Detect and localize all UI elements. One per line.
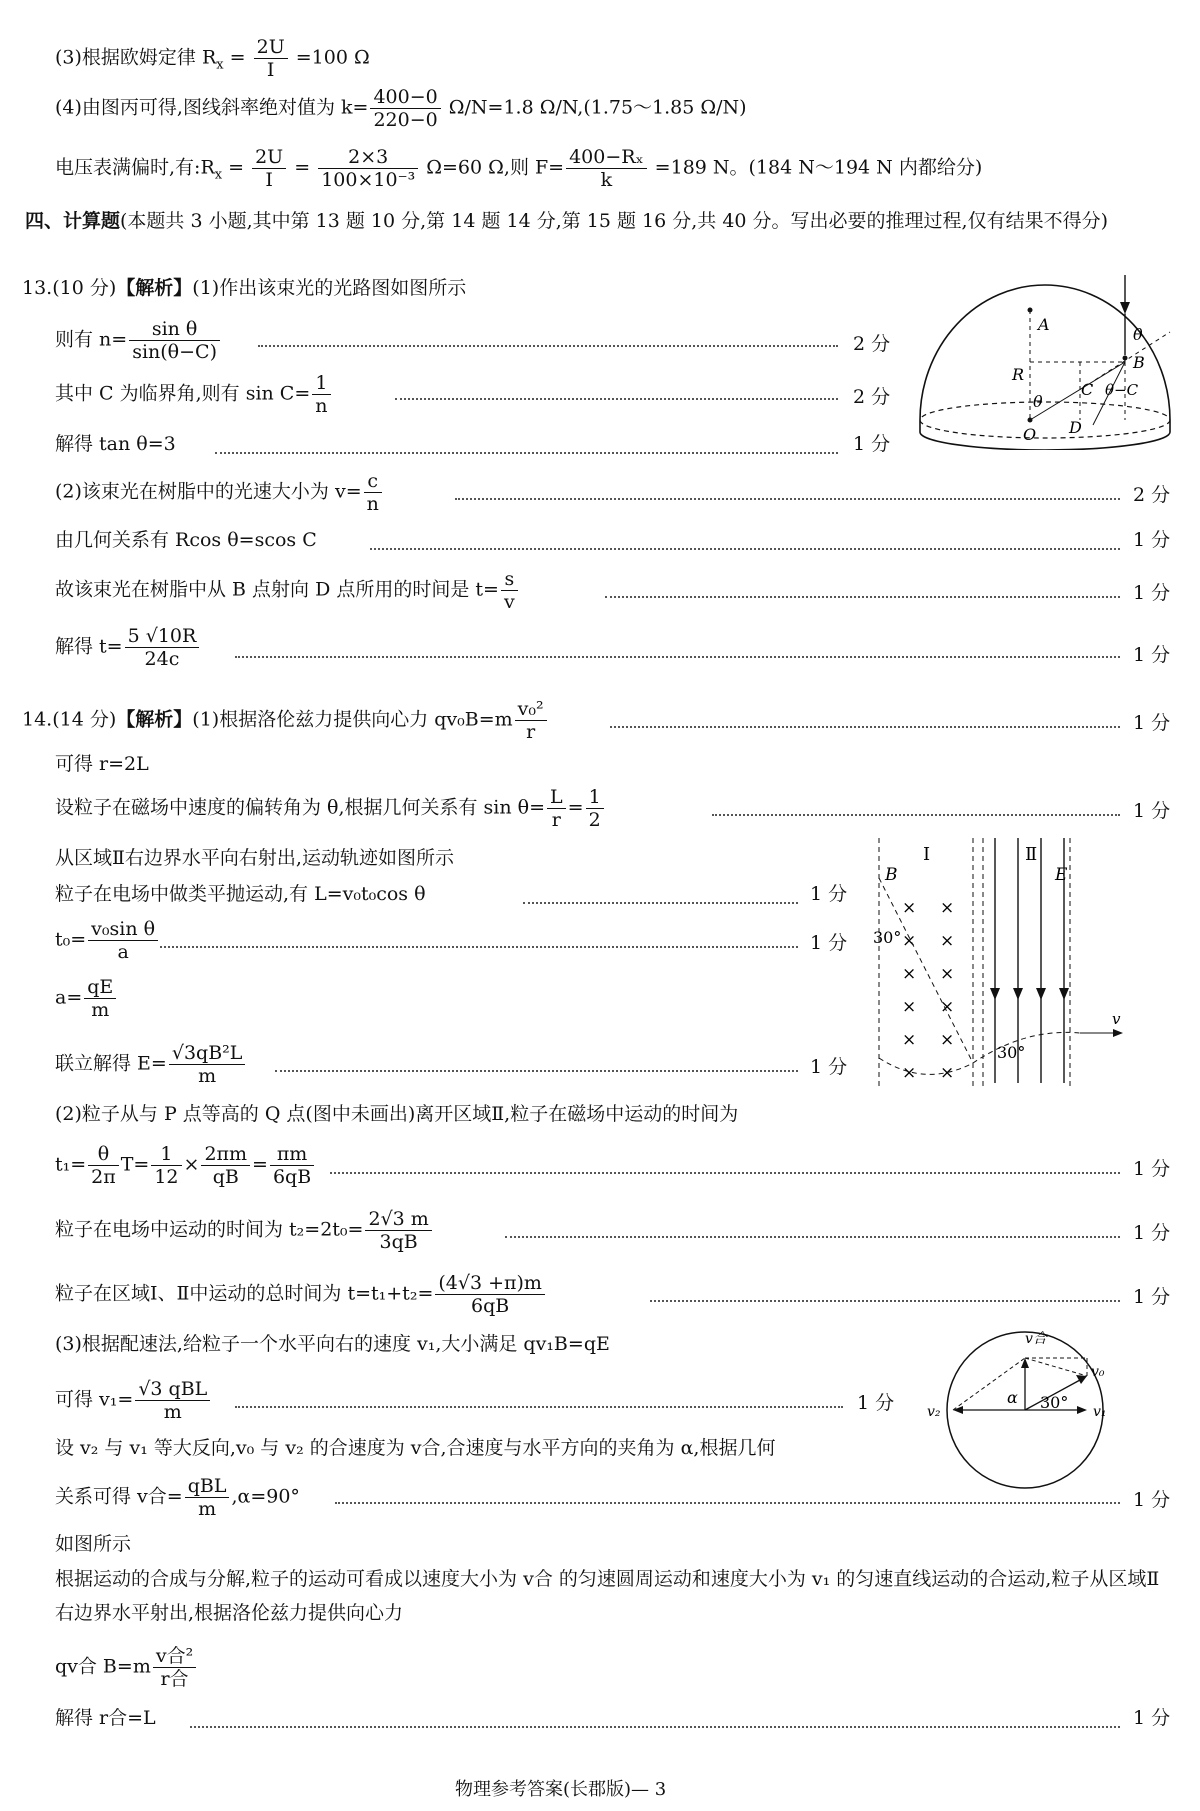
text: 电压表满偏时,有:R [55, 156, 215, 179]
region-ii-label: Ⅱ [1025, 844, 1038, 865]
step-line: 解得 r合=L [55, 1707, 156, 1729]
step-line: 由几何关系有 Rcos θ=scos C [55, 529, 317, 551]
answer-line [55, 86, 747, 131]
numerator: 1 [312, 372, 330, 395]
label-theta: θ [1033, 392, 1043, 411]
denominator: I [266, 59, 275, 81]
leader-dots [370, 548, 1120, 550]
leader-dots [523, 902, 798, 904]
fraction [185, 1475, 230, 1520]
fraction [586, 786, 604, 831]
score: 2 分 [853, 333, 891, 355]
cross-mark: × [940, 1063, 955, 1083]
fraction [153, 1645, 196, 1690]
v0-label: v₀ [1091, 1364, 1105, 1380]
numerator: θ [88, 1143, 119, 1166]
score: 1 分 [853, 433, 891, 455]
text: = [567, 796, 584, 819]
answer-line: 电压表满偏时,有$:R_x$ = $\frac{2U}{I}$ = $\frac{2\times 3}{\text{100×10⁻³}}$ Ω=60 Ω,则 F= $\frac{\text{400−Rₓ}}{k}$ =189 N。(184 N～194 N 内都给分) [55, 146, 983, 191]
leader-dots [190, 1726, 1120, 1728]
denominator: 12 [154, 1166, 179, 1188]
step-line [55, 786, 606, 831]
numerator: s [501, 568, 518, 591]
step-line: 可得 r=2L [55, 753, 149, 775]
score: 1 分 [1133, 1489, 1171, 1511]
text: 关系可得 v合= [55, 1485, 183, 1508]
step-line [55, 318, 222, 363]
fraction [566, 146, 647, 191]
fraction [370, 86, 440, 131]
score: 1 分 [810, 883, 848, 905]
numerator: v₀sin θ [88, 918, 158, 941]
fraction [501, 568, 518, 613]
text: 解得 t= [55, 635, 123, 658]
text: T= [120, 1153, 150, 1176]
denominator: m [198, 1065, 217, 1087]
step-line [55, 1475, 300, 1520]
leader-dots [335, 1502, 1120, 1504]
score: 1 分 [1133, 529, 1171, 551]
fraction [312, 372, 330, 417]
cross-mark: × [940, 931, 955, 951]
analysis-tag: 【解析】 [116, 277, 193, 299]
text: (3)根据欧姆定律 R [55, 46, 217, 69]
text: t₁= [55, 1153, 87, 1176]
score: 1 分 [1133, 1222, 1171, 1244]
score: 1 分 [810, 932, 848, 954]
label-b: B [1133, 353, 1145, 372]
fraction [365, 1208, 431, 1253]
cross-mark: × [902, 964, 917, 984]
text: 粒子在电场中运动的时间为 t₂=2t₀= [55, 1218, 364, 1241]
denominator: 2π [91, 1166, 116, 1188]
hemisphere-diagram [915, 270, 1185, 450]
leader-dots [605, 596, 1120, 598]
text: 则有 n= [55, 328, 128, 351]
score: 1 分 [810, 1056, 848, 1078]
question-number: 13.(10 分) [22, 277, 117, 299]
question-header [22, 276, 466, 300]
fraction [435, 1272, 545, 1317]
numerator: L [547, 786, 566, 809]
step-line [55, 372, 333, 417]
cross-mark: × [940, 997, 955, 1017]
step-line [55, 1272, 547, 1317]
cross-mark: × [902, 898, 917, 918]
leader-dots [235, 656, 1120, 658]
field-region-diagram [865, 838, 1135, 1098]
numerator: 400−0 [370, 86, 440, 109]
text: =189 N。(184 N～194 N 内都给分) [648, 156, 983, 179]
text: (1)根据洛伦兹力提供向心力 qv₀B=m [192, 708, 513, 731]
fraction [252, 146, 286, 191]
text: 粒子在区域Ⅰ、Ⅱ中运动的总时间为 t=t₁+t₂= [55, 1282, 434, 1305]
label-d: D [1069, 418, 1082, 437]
velocity-label: v [1112, 1010, 1121, 1028]
magnetic-field-crosses [902, 898, 954, 1083]
denominator: qB [212, 1166, 239, 1188]
step-line: (3)根据配速法,给粒子一个水平向右的速度 v₁,大小满足 qv₁B=qE [55, 1333, 610, 1355]
denominator: 220−0 [373, 109, 438, 131]
leader-dots [160, 946, 798, 948]
v2-label: v₂ [927, 1404, 941, 1420]
step-line: 从区域Ⅱ右边界水平向右射出,运动轨迹如图所示 [55, 847, 454, 869]
score: 1 分 [1133, 1707, 1171, 1729]
text: 故该束光在树脂中从 B 点射向 D 点所用的时间是 t= [55, 578, 499, 601]
step-line [55, 1042, 247, 1087]
score: 2 分 [853, 386, 891, 408]
denominator: r [551, 809, 561, 831]
step-line [55, 1378, 212, 1423]
step-paragraph: 根据运动的合成与分解,粒子的运动可看成以速度大小为 v合 的匀速圆周运动和速度大小为 v₁ 的匀速直线运动的合运动,粒子从区域Ⅱ右边界水平射出,根据洛伦兹力提供向心力 [55, 1568, 1160, 1624]
fraction [515, 698, 547, 743]
label-a: A [1038, 315, 1050, 334]
label-c: C [1081, 380, 1094, 399]
leader-dots [215, 452, 838, 454]
leader-dots [455, 498, 1120, 500]
cross-mark: × [940, 964, 955, 984]
fraction [547, 786, 566, 831]
denominator: m [198, 1498, 217, 1520]
denominator: sin(θ−C) [132, 341, 217, 363]
text: 联立解得 E= [55, 1052, 167, 1075]
text: qv合 B=m [55, 1655, 151, 1678]
numerator: c [364, 470, 382, 493]
denominator: 2 [588, 809, 601, 831]
analysis-tag: 【解析】 [116, 708, 193, 731]
v-he-label: v合 [1025, 1331, 1047, 1347]
fraction [129, 318, 220, 363]
denominator: r合 [160, 1668, 189, 1690]
numerator: qE [84, 976, 116, 999]
text: = [222, 156, 251, 179]
fraction [254, 36, 288, 81]
denominator: k [600, 169, 613, 191]
leader-dots [275, 1070, 798, 1072]
alpha-label: α [1007, 1388, 1018, 1407]
fraction [125, 625, 200, 670]
text: = [288, 156, 317, 179]
cross-mark: × [940, 898, 955, 918]
fraction [88, 918, 158, 963]
text: a= [55, 986, 83, 1009]
step-line: 解得 tan θ=3 [55, 433, 176, 455]
cross-mark: × [902, 1030, 917, 1050]
step-line [55, 470, 384, 515]
numerator: √3 qBL [135, 1378, 210, 1401]
numerator: v合² [153, 1645, 196, 1668]
fraction [84, 976, 116, 1021]
text: (4)由图丙可得,图线斜率绝对值为 k= [55, 96, 369, 119]
text: 可得 v₁= [55, 1388, 134, 1411]
numerator: 2U [252, 146, 286, 169]
text: t₀= [55, 928, 87, 951]
numerator: 400−Rₓ [566, 146, 647, 169]
text: ,α=90° [231, 1485, 300, 1508]
step-line: 粒子在电场中做类平抛运动,有 L=v₀t₀cos θ [55, 883, 426, 905]
cross-mark: × [902, 1063, 917, 1083]
cross-mark: × [940, 1030, 955, 1050]
denominator: m [163, 1401, 182, 1423]
fraction [135, 1378, 210, 1423]
question-number: 14.(14 分) [22, 708, 117, 731]
denominator: v [503, 591, 515, 613]
section-heading [25, 206, 1175, 236]
denominator: n [366, 493, 379, 515]
step-line: (2)粒子从与 P 点等高的 Q 点(图中未画出)离开区域Ⅱ,粒子在磁场中运动的时间为 [55, 1103, 739, 1125]
numerator: 2√3 m [365, 1208, 431, 1231]
region-i-label: Ⅰ [923, 844, 931, 865]
angle-label: 30° [997, 1043, 1026, 1062]
text: 其中 C 为临界角,则有 sin C= [55, 382, 311, 405]
e-field-label: E [1055, 865, 1068, 885]
numerator: 2U [254, 36, 288, 59]
step-line [55, 625, 201, 670]
fraction [151, 1143, 181, 1188]
velocity-composition-diagram [915, 1318, 1115, 1493]
step-line [55, 1143, 316, 1188]
score: 1 分 [1133, 800, 1171, 822]
step-line [55, 918, 160, 963]
section-instructions: (本题共 3 小题,其中第 13 题 10 分,第 14 题 14 分,第 15 题 16 分,共 40 分。写出必要的推理过程,仅有结果不得分) [120, 210, 1108, 232]
step-line: 如图所示 [55, 1533, 132, 1555]
denominator: 3qB [379, 1231, 418, 1253]
text: (2)该束光在树脂中的光速大小为 v= [55, 480, 362, 503]
leader-dots [395, 398, 838, 400]
score: 1 分 [1133, 1158, 1171, 1180]
step-line [55, 1645, 198, 1690]
leader-dots [650, 1300, 1120, 1302]
score: 1 分 [1133, 582, 1171, 604]
score: 1 分 [1133, 712, 1171, 734]
text: = [252, 1153, 268, 1176]
denominator: n [315, 395, 328, 417]
section-title: 四、计算题 [25, 210, 121, 232]
numerator: v₀² [515, 698, 547, 721]
text: Ω=60 Ω,则 F= [420, 156, 565, 179]
denominator: 24c [144, 648, 180, 670]
answer-line: (3)根据欧姆定律 $R_x$ = $\frac{2U}{I}$ =100 Ω [55, 36, 370, 81]
text: =100 Ω [289, 46, 370, 69]
label-o: O [1023, 425, 1037, 444]
denominator: 6qB [471, 1295, 510, 1317]
numerator: √3qB²L [169, 1042, 246, 1065]
text: = [223, 46, 252, 69]
text: Ω/N=1.8 Ω/N,(1.75～1.85 Ω/N) [442, 96, 747, 119]
leader-dots [258, 345, 838, 347]
fraction [201, 1143, 250, 1188]
step-line [55, 976, 118, 1021]
b-field-label: B [885, 865, 898, 885]
denominator: r [526, 721, 536, 743]
score: 2 分 [1133, 484, 1171, 506]
cross-mark: × [902, 997, 917, 1017]
numerator: 2×3 [318, 146, 418, 169]
fraction [169, 1042, 246, 1087]
numerator: 1 [586, 786, 604, 809]
numerator: 2πm [201, 1143, 250, 1166]
label-theta-minus-c: θ−C [1105, 381, 1139, 399]
denominator: I [265, 169, 273, 191]
label-r: R [1012, 365, 1025, 384]
score: 1 分 [1133, 644, 1171, 666]
angle-label: 30° [873, 928, 902, 947]
step-line [55, 568, 520, 613]
numerator: qBL [185, 1475, 230, 1498]
step-line [55, 1208, 434, 1253]
denominator: 6qB [272, 1166, 312, 1188]
leader-dots [610, 726, 1120, 728]
score: 1 分 [857, 1392, 895, 1414]
numerator: πm [270, 1143, 314, 1166]
fraction [364, 470, 382, 515]
numerator: 1 [151, 1143, 181, 1166]
fraction [88, 1143, 119, 1188]
fraction [270, 1143, 314, 1188]
label-theta-incidence: θ [1133, 325, 1143, 344]
denominator: 100×10⁻³ [321, 169, 416, 191]
leader-dots [330, 1172, 1120, 1174]
numerator: (4√3 +π)m [435, 1272, 545, 1295]
score: 1 分 [1133, 1286, 1171, 1308]
denominator: a [117, 941, 129, 963]
leader-dots [505, 1236, 1120, 1238]
step-line: 设 v₂ 与 v₁ 等大反向,v₀ 与 v₂ 的合速度为 v合,合速度与水平方向的夹角为 α,根据几何 [55, 1437, 776, 1459]
text: (1)作出该束光的光路图如图所示 [192, 277, 467, 299]
numerator: sin θ [129, 318, 220, 341]
page-footer: 物理参考答案(长郡版)— 3 [455, 1779, 667, 1800]
cross-mark: × [902, 931, 917, 951]
text: 设粒子在磁场中速度的偏转角为 θ,根据几何关系有 sin θ= [55, 796, 546, 819]
question-header [22, 698, 549, 743]
leader-dots [235, 1406, 843, 1408]
fraction [318, 146, 418, 191]
leader-dots [712, 814, 1120, 816]
numerator: 5 √10R [125, 625, 200, 648]
v1-label: v₁ [1093, 1404, 1107, 1420]
denominator: m [91, 999, 110, 1021]
text: × [183, 1153, 200, 1176]
angle-label: 30° [1040, 1393, 1069, 1412]
